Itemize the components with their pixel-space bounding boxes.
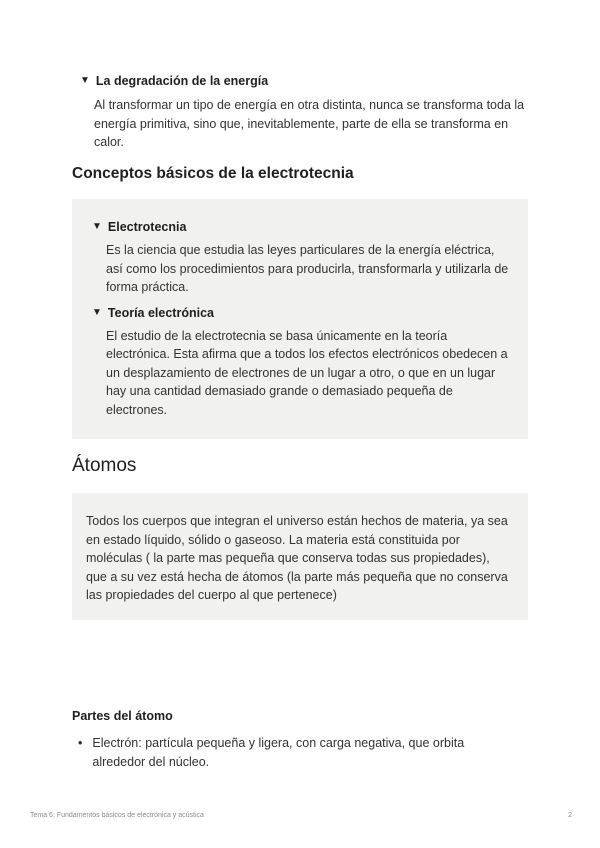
footer-title: Tema 6: Fundamentos básicos de electrónica y acústica xyxy=(30,812,204,819)
callout-text: Todos los cuerpos que integran el universo están hechos de materia, ya sea en estado líquido, sólido o gaseoso. La materia está constituida por moléculas ( la parte mas pequeña que conserva todas sus propiedades), que a su vez está hecha de átomos (la parte más pequeña que no conserva las propiedades del cuerpo al que pertenece) xyxy=(86,514,508,602)
subheading-partes-atomo: Partes del átomo xyxy=(72,709,173,723)
bullet-list xyxy=(72,734,512,771)
toggle-header-degradacion[interactable] xyxy=(80,74,530,88)
toggle-header-teoria[interactable] xyxy=(92,306,514,320)
toggle-teoria-electronica xyxy=(92,306,514,420)
bullet-dot-icon: • xyxy=(78,736,83,750)
section-heading-conceptos: Conceptos básicos de la electrotecnia xyxy=(72,165,354,182)
triangle-down-icon[interactable]: ▼ xyxy=(92,306,102,318)
toggle-body: Al transformar un tipo de energía en otra distinta, nunca se transforma toda la energía primitiva, sino que, inevitablemente, parte de ella se transforma en calor. xyxy=(94,98,525,149)
section-heading-atomos: Átomos xyxy=(72,455,137,476)
triangle-down-icon[interactable]: ▼ xyxy=(80,75,90,86)
toggle-header-electrotecnia[interactable] xyxy=(92,220,514,234)
triangle-down-icon[interactable]: ▼ xyxy=(92,221,102,232)
list-item-text: Electrón: partícula pequeña y ligera, con carga negativa, que orbita alrededor del núcleo. xyxy=(92,736,465,769)
toggle-electrotecnia xyxy=(92,220,514,297)
callout-conceptos xyxy=(72,199,528,439)
list-item xyxy=(72,734,512,771)
callout-atomos xyxy=(72,493,528,620)
page-number: 2 xyxy=(568,812,572,819)
toggle-body: El estudio de la electrotecnia se basa únicamente en la teoría electrónica. Esta afirma que a todos los efectos electrónicos obedecen a un desplazamiento de electrones de un lugar a otro, o que en un lugar hay una cantidad demasiado grande o demasiado pequeña de electrones. xyxy=(106,328,508,417)
toggle-title: Teoría electrónica xyxy=(107,305,214,320)
toggle-title: Electrotecnia xyxy=(107,220,187,234)
toggle-title: La degradación de la energía xyxy=(95,74,269,88)
toggle-degradacion xyxy=(80,74,530,152)
toggle-body: Es la ciencia que estudia las leyes particulares de la energía eléctrica, así como los procedimientos para producirla, transformarla y utilizarla de forma práctica. xyxy=(106,243,509,294)
